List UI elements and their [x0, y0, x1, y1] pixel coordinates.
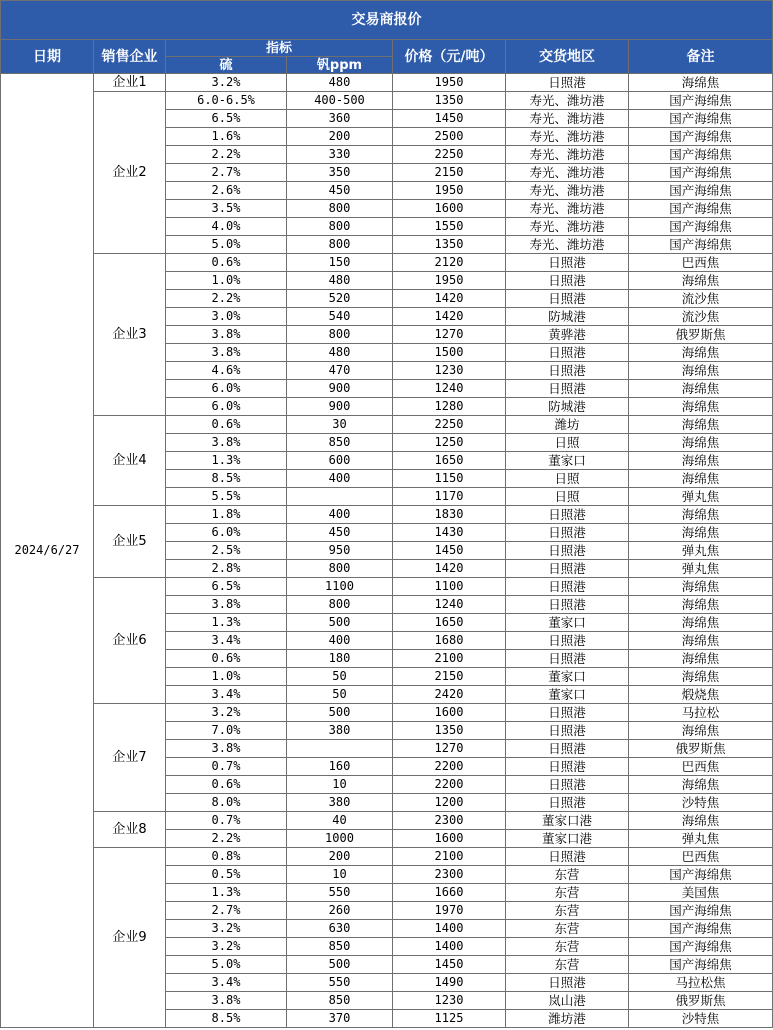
vanadium-cell: 800	[287, 560, 393, 578]
remark-cell: 海绵焦	[629, 416, 773, 434]
sulfur-cell: 6.0%	[166, 398, 287, 416]
location-cell: 东营	[506, 956, 629, 974]
vanadium-cell: 400	[287, 632, 393, 650]
remark-cell: 海绵焦	[629, 362, 773, 380]
remark-cell: 国产海绵焦	[629, 902, 773, 920]
location-cell: 寿光、潍坊港	[506, 164, 629, 182]
enterprise-cell: 企业7	[94, 704, 166, 812]
price-cell: 2420	[393, 686, 506, 704]
price-cell: 1950	[393, 182, 506, 200]
remark-cell: 弹丸焦	[629, 488, 773, 506]
remark-cell: 国产海绵焦	[629, 938, 773, 956]
remark-cell: 海绵焦	[629, 596, 773, 614]
sulfur-cell: 2.7%	[166, 164, 287, 182]
location-cell: 寿光、潍坊港	[506, 146, 629, 164]
vanadium-cell: 370	[287, 1010, 393, 1028]
sulfur-cell: 6.5%	[166, 110, 287, 128]
vanadium-cell	[287, 488, 393, 506]
price-cell: 1420	[393, 290, 506, 308]
vanadium-cell: 800	[287, 200, 393, 218]
price-cell: 2100	[393, 848, 506, 866]
vanadium-cell: 350	[287, 164, 393, 182]
price-cell: 1650	[393, 452, 506, 470]
price-cell: 1970	[393, 902, 506, 920]
sulfur-cell: 7.0%	[166, 722, 287, 740]
vanadium-cell: 1000	[287, 830, 393, 848]
remark-cell: 弹丸焦	[629, 830, 773, 848]
price-cell: 1680	[393, 632, 506, 650]
vanadium-cell: 800	[287, 218, 393, 236]
table-row	[1, 92, 773, 110]
remark-cell: 俄罗斯焦	[629, 326, 773, 344]
location-cell: 日照港	[506, 740, 629, 758]
enterprise-cell: 企业4	[94, 416, 166, 506]
price-cell: 1420	[393, 560, 506, 578]
table-row	[1, 506, 773, 524]
vanadium-cell: 950	[287, 542, 393, 560]
table-row	[1, 704, 773, 722]
sulfur-cell: 1.3%	[166, 614, 287, 632]
vanadium-cell: 480	[287, 74, 393, 92]
location-cell: 日照港	[506, 704, 629, 722]
price-cell: 1400	[393, 920, 506, 938]
location-cell: 日照港	[506, 596, 629, 614]
header-seller: 销售企业	[94, 40, 166, 74]
vanadium-cell: 540	[287, 308, 393, 326]
location-cell: 寿光、潍坊港	[506, 200, 629, 218]
table-body	[1, 74, 773, 1028]
vanadium-cell: 200	[287, 128, 393, 146]
location-cell: 日照港	[506, 560, 629, 578]
remark-cell: 海绵焦	[629, 380, 773, 398]
location-cell: 董家口	[506, 668, 629, 686]
remark-cell: 国产海绵焦	[629, 920, 773, 938]
price-cell: 1350	[393, 92, 506, 110]
location-cell: 寿光、潍坊港	[506, 128, 629, 146]
vanadium-cell: 50	[287, 668, 393, 686]
vanadium-cell: 520	[287, 290, 393, 308]
remark-cell: 国产海绵焦	[629, 200, 773, 218]
sulfur-cell: 6.0-6.5%	[166, 92, 287, 110]
remark-cell: 国产海绵焦	[629, 956, 773, 974]
sulfur-cell: 0.5%	[166, 866, 287, 884]
location-cell: 日照港	[506, 722, 629, 740]
price-cell: 2200	[393, 758, 506, 776]
vanadium-cell	[287, 740, 393, 758]
table-row	[1, 578, 773, 596]
remark-cell: 弹丸焦	[629, 560, 773, 578]
remark-cell: 沙特焦	[629, 794, 773, 812]
location-cell: 日照港	[506, 632, 629, 650]
remark-cell: 海绵焦	[629, 470, 773, 488]
vanadium-cell: 850	[287, 992, 393, 1010]
location-cell: 日照港	[506, 362, 629, 380]
vanadium-cell: 260	[287, 902, 393, 920]
price-cell: 1450	[393, 542, 506, 560]
vanadium-cell: 900	[287, 398, 393, 416]
price-cell: 1430	[393, 524, 506, 542]
table-row	[1, 74, 773, 92]
sulfur-cell: 3.8%	[166, 344, 287, 362]
sulfur-cell: 2.8%	[166, 560, 287, 578]
sulfur-cell: 6.5%	[166, 578, 287, 596]
location-cell: 潍坊港	[506, 1010, 629, 1028]
enterprise-cell: 企业8	[94, 812, 166, 848]
remark-cell: 流沙焦	[629, 308, 773, 326]
vanadium-cell: 150	[287, 254, 393, 272]
price-cell: 1950	[393, 74, 506, 92]
location-cell: 日照港	[506, 758, 629, 776]
header-price: 价格（元/吨）	[393, 40, 506, 74]
vanadium-cell: 500	[287, 704, 393, 722]
location-cell: 寿光、潍坊港	[506, 92, 629, 110]
location-cell: 董家口港	[506, 812, 629, 830]
price-cell: 2250	[393, 416, 506, 434]
location-cell: 岚山港	[506, 992, 629, 1010]
price-cell: 1280	[393, 398, 506, 416]
sulfur-cell: 3.2%	[166, 920, 287, 938]
vanadium-cell: 40	[287, 812, 393, 830]
sulfur-cell: 3.8%	[166, 992, 287, 1010]
price-cell: 1270	[393, 326, 506, 344]
table-row	[1, 812, 773, 830]
price-cell: 2250	[393, 146, 506, 164]
vanadium-cell: 50	[287, 686, 393, 704]
location-cell: 董家口	[506, 686, 629, 704]
remark-cell: 海绵焦	[629, 434, 773, 452]
location-cell: 潍坊	[506, 416, 629, 434]
vanadium-cell: 400	[287, 506, 393, 524]
sulfur-cell: 3.4%	[166, 632, 287, 650]
remark-cell: 国产海绵焦	[629, 110, 773, 128]
price-cell: 1350	[393, 236, 506, 254]
sulfur-cell: 3.8%	[166, 740, 287, 758]
vanadium-cell: 360	[287, 110, 393, 128]
location-cell: 寿光、潍坊港	[506, 218, 629, 236]
vanadium-cell: 160	[287, 758, 393, 776]
vanadium-cell: 200	[287, 848, 393, 866]
remark-cell: 海绵焦	[629, 578, 773, 596]
location-cell: 防城港	[506, 398, 629, 416]
remark-cell: 国产海绵焦	[629, 218, 773, 236]
table-row	[1, 416, 773, 434]
location-cell: 日照港	[506, 578, 629, 596]
sulfur-cell: 3.5%	[166, 200, 287, 218]
sulfur-cell: 0.6%	[166, 254, 287, 272]
sulfur-cell: 0.6%	[166, 416, 287, 434]
vanadium-cell: 450	[287, 524, 393, 542]
remark-cell: 马拉松焦	[629, 974, 773, 992]
price-cell: 1240	[393, 596, 506, 614]
remark-cell: 俄罗斯焦	[629, 992, 773, 1010]
price-cell: 1230	[393, 992, 506, 1010]
sulfur-cell: 2.2%	[166, 830, 287, 848]
price-cell: 2120	[393, 254, 506, 272]
enterprise-cell: 企业9	[94, 848, 166, 1028]
table-row	[1, 848, 773, 866]
price-cell: 1600	[393, 830, 506, 848]
sulfur-cell: 0.6%	[166, 650, 287, 668]
vanadium-cell: 400	[287, 470, 393, 488]
header-vanadium: 钒ppm	[287, 57, 393, 74]
sulfur-cell: 3.8%	[166, 596, 287, 614]
enterprise-cell: 企业2	[94, 92, 166, 254]
vanadium-cell: 500	[287, 614, 393, 632]
location-cell: 东营	[506, 884, 629, 902]
location-cell: 日照港	[506, 794, 629, 812]
sulfur-cell: 1.6%	[166, 128, 287, 146]
price-cell: 2150	[393, 668, 506, 686]
vanadium-cell: 800	[287, 596, 393, 614]
vanadium-cell: 900	[287, 380, 393, 398]
price-cell: 1100	[393, 578, 506, 596]
price-cell: 1830	[393, 506, 506, 524]
vanadium-cell: 850	[287, 434, 393, 452]
remark-cell: 巴西焦	[629, 758, 773, 776]
sulfur-cell: 3.2%	[166, 704, 287, 722]
sulfur-cell: 1.0%	[166, 668, 287, 686]
vanadium-cell: 450	[287, 182, 393, 200]
location-cell: 日照	[506, 434, 629, 452]
vanadium-cell: 400-500	[287, 92, 393, 110]
remark-cell: 海绵焦	[629, 398, 773, 416]
vanadium-cell: 330	[287, 146, 393, 164]
remark-cell: 国产海绵焦	[629, 236, 773, 254]
sulfur-cell: 3.2%	[166, 938, 287, 956]
remark-cell: 海绵焦	[629, 272, 773, 290]
sulfur-cell: 0.7%	[166, 758, 287, 776]
sulfur-cell: 3.0%	[166, 308, 287, 326]
price-cell: 1200	[393, 794, 506, 812]
price-cell: 1250	[393, 434, 506, 452]
price-cell: 1600	[393, 704, 506, 722]
remark-cell: 海绵焦	[629, 524, 773, 542]
sulfur-cell: 1.3%	[166, 884, 287, 902]
enterprise-cell: 企业3	[94, 254, 166, 416]
sulfur-cell: 5.0%	[166, 236, 287, 254]
location-cell: 日照港	[506, 650, 629, 668]
price-cell: 1170	[393, 488, 506, 506]
sulfur-cell: 8.0%	[166, 794, 287, 812]
sulfur-cell: 0.7%	[166, 812, 287, 830]
sulfur-cell: 1.0%	[166, 272, 287, 290]
location-cell: 日照港	[506, 506, 629, 524]
price-cell: 1400	[393, 938, 506, 956]
price-cell: 1490	[393, 974, 506, 992]
vanadium-cell: 550	[287, 884, 393, 902]
sulfur-cell: 6.0%	[166, 524, 287, 542]
price-cell: 1500	[393, 344, 506, 362]
location-cell: 东营	[506, 866, 629, 884]
price-cell: 2200	[393, 776, 506, 794]
remark-cell: 海绵焦	[629, 452, 773, 470]
sulfur-cell: 2.7%	[166, 902, 287, 920]
location-cell: 东营	[506, 920, 629, 938]
vanadium-cell: 800	[287, 326, 393, 344]
vanadium-cell: 630	[287, 920, 393, 938]
price-cell: 1950	[393, 272, 506, 290]
sulfur-cell: 8.5%	[166, 1010, 287, 1028]
remark-cell: 海绵焦	[629, 632, 773, 650]
location-cell: 日照	[506, 470, 629, 488]
remark-cell: 国产海绵焦	[629, 92, 773, 110]
header-remark: 备注	[629, 40, 773, 74]
price-cell: 2500	[393, 128, 506, 146]
price-cell: 1660	[393, 884, 506, 902]
price-cell: 2300	[393, 866, 506, 884]
location-cell: 日照港	[506, 254, 629, 272]
location-cell: 日照港	[506, 380, 629, 398]
vanadium-cell: 800	[287, 236, 393, 254]
vanadium-cell: 480	[287, 344, 393, 362]
sulfur-cell: 1.3%	[166, 452, 287, 470]
sulfur-cell: 0.6%	[166, 776, 287, 794]
vanadium-cell: 480	[287, 272, 393, 290]
header-sulfur: 硫	[166, 57, 287, 74]
remark-cell: 海绵焦	[629, 74, 773, 92]
table-title: 交易商报价	[1, 1, 773, 40]
location-cell: 日照港	[506, 272, 629, 290]
sulfur-cell: 5.0%	[166, 956, 287, 974]
remark-cell: 海绵焦	[629, 722, 773, 740]
price-cell: 2100	[393, 650, 506, 668]
remark-cell: 美国焦	[629, 884, 773, 902]
table-row	[1, 254, 773, 272]
vanadium-cell: 550	[287, 974, 393, 992]
sulfur-cell: 6.0%	[166, 380, 287, 398]
vanadium-cell: 850	[287, 938, 393, 956]
sulfur-cell: 3.2%	[166, 74, 287, 92]
sulfur-cell: 5.5%	[166, 488, 287, 506]
remark-cell: 海绵焦	[629, 812, 773, 830]
location-cell: 日照港	[506, 290, 629, 308]
remark-cell: 俄罗斯焦	[629, 740, 773, 758]
location-cell: 日照	[506, 488, 629, 506]
location-cell: 日照港	[506, 542, 629, 560]
header-spec: 指标	[166, 40, 393, 57]
remark-cell: 海绵焦	[629, 506, 773, 524]
sulfur-cell: 3.4%	[166, 974, 287, 992]
remark-cell: 国产海绵焦	[629, 146, 773, 164]
remark-cell: 巴西焦	[629, 848, 773, 866]
sulfur-cell: 2.2%	[166, 290, 287, 308]
location-cell: 董家口港	[506, 830, 629, 848]
sulfur-cell: 4.6%	[166, 362, 287, 380]
location-cell: 黄骅港	[506, 326, 629, 344]
price-cell: 1450	[393, 956, 506, 974]
vanadium-cell: 380	[287, 722, 393, 740]
price-cell: 2150	[393, 164, 506, 182]
sulfur-cell: 2.2%	[166, 146, 287, 164]
vanadium-cell: 30	[287, 416, 393, 434]
remark-cell: 国产海绵焦	[629, 866, 773, 884]
location-cell: 日照港	[506, 776, 629, 794]
remark-cell: 海绵焦	[629, 776, 773, 794]
price-cell: 1550	[393, 218, 506, 236]
location-cell: 董家口	[506, 614, 629, 632]
vanadium-cell: 500	[287, 956, 393, 974]
vanadium-cell: 380	[287, 794, 393, 812]
remark-cell: 海绵焦	[629, 344, 773, 362]
header-location: 交货地区	[506, 40, 629, 74]
remark-cell: 巴西焦	[629, 254, 773, 272]
remark-cell: 国产海绵焦	[629, 128, 773, 146]
remark-cell: 海绵焦	[629, 614, 773, 632]
sulfur-cell: 3.8%	[166, 434, 287, 452]
remark-cell: 流沙焦	[629, 290, 773, 308]
location-cell: 日照港	[506, 974, 629, 992]
vanadium-cell: 470	[287, 362, 393, 380]
location-cell: 防城港	[506, 308, 629, 326]
price-cell: 1240	[393, 380, 506, 398]
location-cell: 寿光、潍坊港	[506, 236, 629, 254]
price-cell: 1230	[393, 362, 506, 380]
vanadium-cell: 1100	[287, 578, 393, 596]
price-cell: 1270	[393, 740, 506, 758]
location-cell: 日照港	[506, 524, 629, 542]
price-cell: 1350	[393, 722, 506, 740]
sulfur-cell: 0.8%	[166, 848, 287, 866]
vanadium-cell: 180	[287, 650, 393, 668]
date-cell: 2024/6/27	[1, 74, 94, 1028]
enterprise-cell: 企业6	[94, 578, 166, 704]
sulfur-cell: 2.6%	[166, 182, 287, 200]
sulfur-cell: 1.8%	[166, 506, 287, 524]
remark-cell: 国产海绵焦	[629, 182, 773, 200]
enterprise-cell: 企业1	[94, 74, 166, 92]
location-cell: 东营	[506, 938, 629, 956]
location-cell: 日照港	[506, 74, 629, 92]
sulfur-cell: 3.4%	[166, 686, 287, 704]
vanadium-cell: 10	[287, 776, 393, 794]
remark-cell: 海绵焦	[629, 668, 773, 686]
vanadium-cell: 600	[287, 452, 393, 470]
location-cell: 日照港	[506, 848, 629, 866]
location-cell: 寿光、潍坊港	[506, 182, 629, 200]
sulfur-cell: 8.5%	[166, 470, 287, 488]
header-date: 日期	[1, 40, 94, 74]
remark-cell: 煅烧焦	[629, 686, 773, 704]
location-cell: 寿光、潍坊港	[506, 110, 629, 128]
price-cell: 2300	[393, 812, 506, 830]
remark-cell: 沙特焦	[629, 1010, 773, 1028]
remark-cell: 海绵焦	[629, 650, 773, 668]
enterprise-cell: 企业5	[94, 506, 166, 578]
sulfur-cell: 2.5%	[166, 542, 287, 560]
price-cell: 1420	[393, 308, 506, 326]
vanadium-cell: 10	[287, 866, 393, 884]
price-cell: 1600	[393, 200, 506, 218]
remark-cell: 国产海绵焦	[629, 164, 773, 182]
sulfur-cell: 4.0%	[166, 218, 287, 236]
sulfur-cell: 3.8%	[166, 326, 287, 344]
location-cell: 东营	[506, 902, 629, 920]
price-cell: 1650	[393, 614, 506, 632]
price-cell: 1125	[393, 1010, 506, 1028]
price-cell: 1450	[393, 110, 506, 128]
remark-cell: 马拉松	[629, 704, 773, 722]
remark-cell: 弹丸焦	[629, 542, 773, 560]
price-cell: 1150	[393, 470, 506, 488]
location-cell: 日照港	[506, 344, 629, 362]
location-cell: 董家口	[506, 452, 629, 470]
